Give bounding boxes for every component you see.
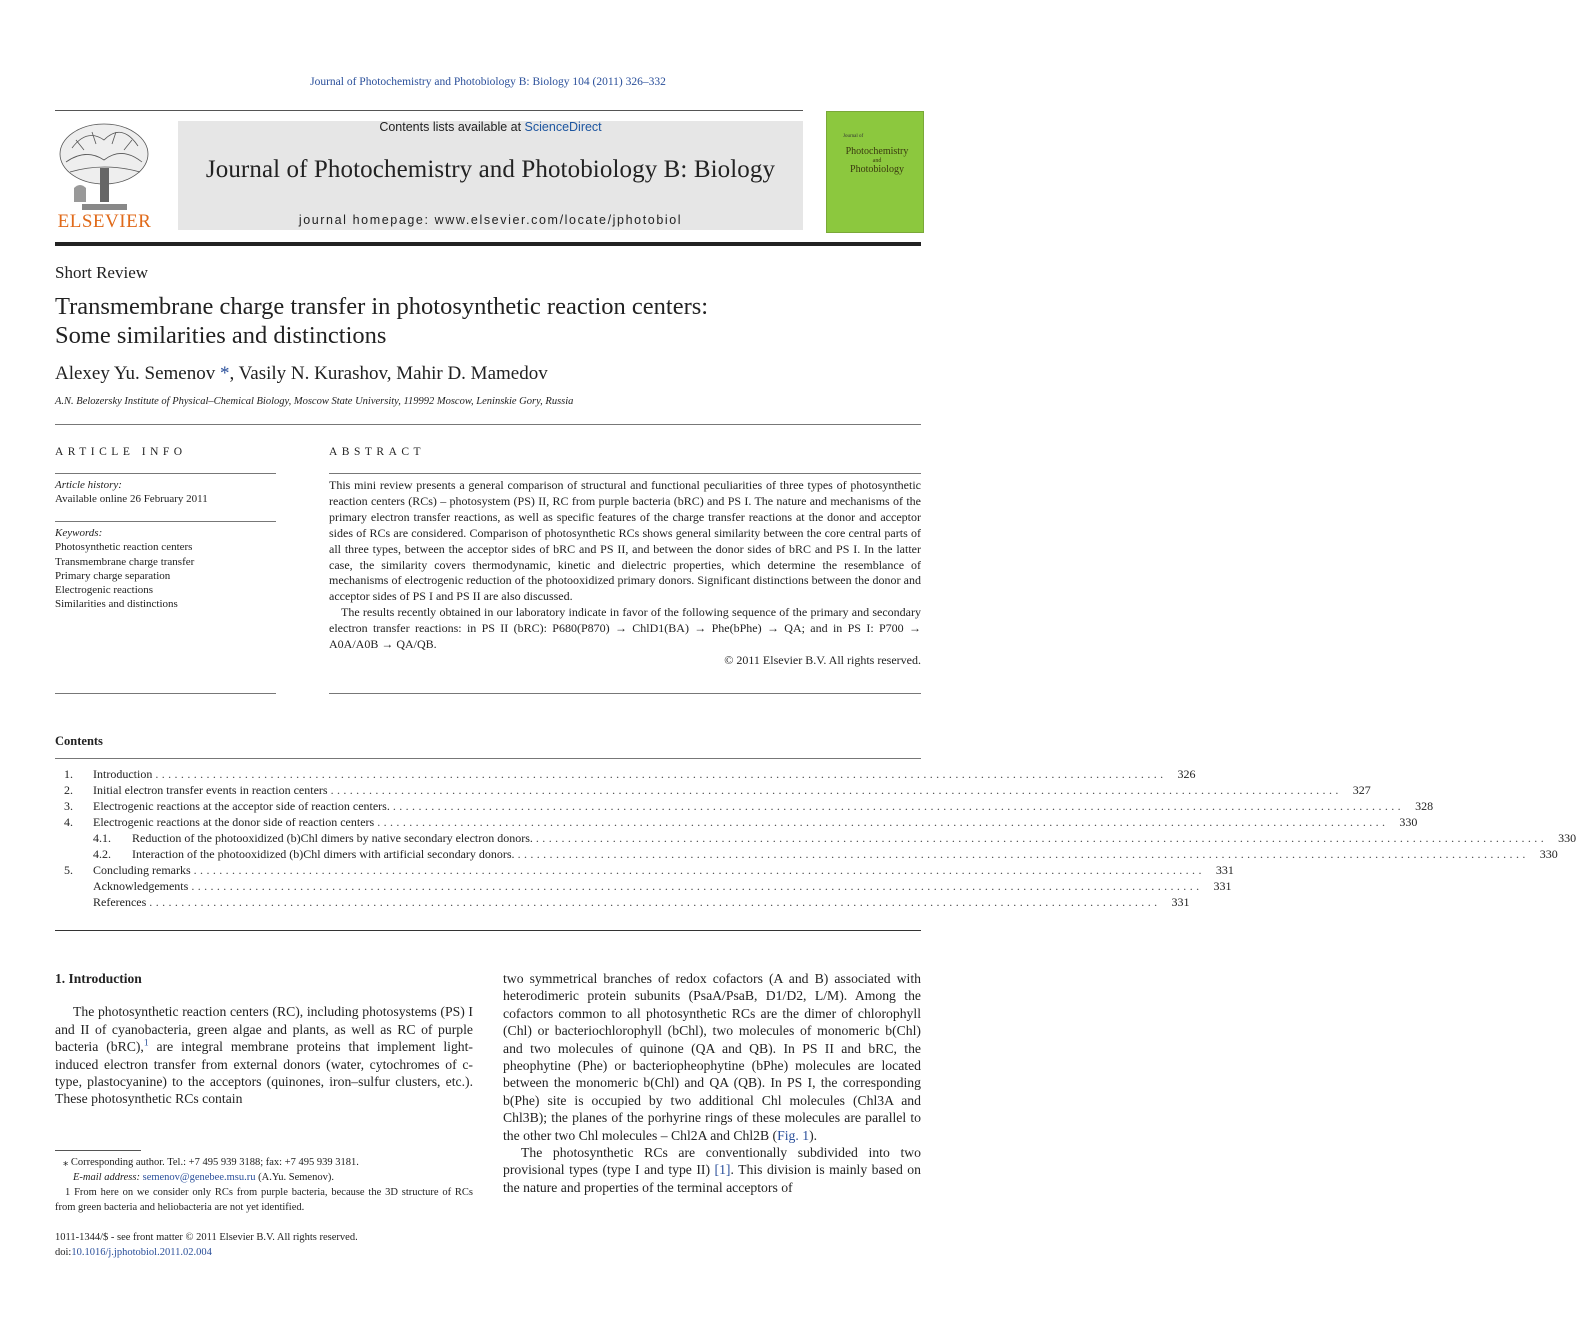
corresponding-author-note: ⁎ Corresponding author. Tel.: +7 495 939 3188; fax: +7 495 939 3181. [63, 1157, 359, 1168]
toc-item[interactable]: 1. Introduction .............................................................................................................................................................. 326 [64, 767, 1196, 781]
body-paragraph: two symmetrical branches of redox cofactors (A and B) associated with heterodimeric protein subunits (PsaA/PsaB, D1/D2, L/M). Among the cofactors common to all photosynthetic RCs are the dimer of chlorophyll (Chl) or bacteriochlorophyll (bChl), two molecules of monomeric b(Chl) and two molecules of quinone (QA and QB). In PS II and bRC, the pheophytine (Phe) or bacteriopheophytine (bPhe) molecules are located between the monomeric b(Chl) and QA (QB). In PS I, the corresponding b(Phe) site is occupied by two additional Chl molecules (Chl3A and Chl3B); the planes of the porhyrine rings of these molecules are parallel to the other two Chl molecules – Chl2A and Chl2B (Fig. 1). [503, 971, 921, 1143]
keyword: Similarities and distinctions [55, 598, 178, 611]
divider [55, 930, 921, 931]
abstract-paragraph-2: The results recently obtained in our laboratory indicate in favor of the following sequence of the primary and secondary electron transfer reactions: in PS II (bRC): P680(P870) → ChlD1(BA) → Phe(bPhe) → QA; and in PS I: P700 → A0A/A0B → QA/QB. [329, 605, 921, 652]
divider [55, 110, 803, 111]
article-type: Short Review [55, 263, 149, 282]
toc-item[interactable]: References .............................................................................................................................................................. 331 [93, 895, 1190, 909]
divider [55, 758, 921, 759]
keywords: Keywords: Photosynthetic reaction centers Transmembrane charge transfer Primary charge separation Electrogenic reactions Similarities and distinctions [55, 527, 195, 611]
contents-available: Contents lists available at ScienceDirect [379, 120, 602, 134]
toc-subitem[interactable]: 4.2. Interaction of the photooxidized (b)Chl dimers with artificial secondary donors. .............................................................................................................................................................. 330 [93, 847, 1558, 861]
table-of-contents [55, 766, 1576, 910]
body-column-right [503, 970, 921, 1196]
toc-item[interactable]: 3. Electrogenic reactions at the acceptor side of reaction centers. .............................................................................................................................................................. 328 [64, 799, 1434, 813]
footnote-divider [55, 1150, 141, 1151]
keyword: Photosynthetic reaction centers [55, 541, 193, 554]
divider [329, 693, 921, 694]
toc-item[interactable]: 2. Initial electron transfer events in reaction centers .............................................................................................................................................................. 327 [64, 783, 1371, 797]
corresponding-author-mark[interactable]: * [220, 363, 230, 384]
divider [55, 424, 921, 425]
toc-subitem[interactable]: 4.1. Reduction of the photooxidized (b)Chl dimers by native secondary electron donors. .............................................................................................................................................................. 330 [93, 831, 1576, 845]
divider [329, 473, 921, 474]
abstract-heading: ABSTRACT [329, 446, 426, 458]
section-heading: 1. Introduction [55, 971, 142, 986]
cover-title: Photochemistry and Photobiology [845, 146, 909, 175]
abstract-body [329, 478, 921, 669]
journal-cover-image[interactable]: Journal of Photochemistry and Photobiology [826, 111, 924, 233]
issn-doi: 1011-1344/$ - see front matter © 2011 Elsevier B.V. All rights reserved. doi:10.1016/j.jphotobiol.2011.02.004 [55, 1232, 358, 1258]
abstract-paragraph: This mini review presents a general comparison of structural and functional peculiarities of three types of photosynthetic reaction centers (RCs) – photosystem (PS) II, RC from purple bacteria (bRC) and PS I. The nature and mechanisms of the primary electron transfer reactions, as well as specific features of the charge transfer reactions at the donor and acceptor sides of RCs are considered. Comparison of photosynthetic RCs shows general similarity between the core central parts of all three types, between the acceptor sides of bRC and PS II, and between the donor sides of bRC and PS I. In the latter case, the similarity covers thermodynamic, kinetic and dielectric properties, which determine the resemblance of mechanisms of electrogenic reduction of the photooxidized primary donors. Significant distinctions between the donor and acceptor sides of PS I and PS II are also discussed. [329, 478, 921, 604]
article-history: Article history: Available online 26 February 2011 [55, 479, 208, 506]
journal-title: Journal of Photochemistry and Photobiology B: Biology [205, 156, 776, 183]
affiliation: A.N. Belozersky Institute of Physical–Chemical Biology, Moscow State University, 119992 Moscow, Leninskie Gory, Russia [55, 396, 574, 407]
header-divider [55, 242, 921, 246]
divider [55, 473, 276, 474]
article-info-heading: ARTICLE INFO [55, 446, 187, 458]
keyword: Transmembrane charge transfer [55, 555, 195, 568]
elsevier-wordmark[interactable]: ELSEVIER [57, 211, 152, 232]
footnote-ref[interactable]: 1 [143, 1037, 149, 1049]
body-paragraph: The photosynthetic RCs are conventionally subdivided into two provisional types (type I and type II) [1]. This division is mainly based on the nature and properties of the terminal acceptors of [503, 1145, 921, 1195]
copyright: © 2011 Elsevier B.V. All rights reserved. [724, 652, 921, 667]
figure-link[interactable]: Fig. 1 [777, 1127, 810, 1143]
journal-homepage[interactable]: journal homepage: www.elsevier.com/locate/jphotobiol [298, 213, 683, 227]
author-list: Alexey Yu. Semenov *, Vasily N. Kurashov, Mahir D. Mamedov [55, 363, 548, 384]
journal-reference[interactable]: Journal of Photochemistry and Photobiology B: Biology 104 (2011) 326–332 [310, 76, 666, 88]
sciencedirect-link[interactable]: ScienceDirect [524, 120, 602, 134]
toc-item[interactable]: 4. Electrogenic reactions at the donor side of reaction centers .............................................................................................................................................................. 330 [64, 815, 1418, 829]
article-title: Transmembrane charge transfer in photosynthetic reaction centers: Some similarities and distinctions [55, 293, 709, 349]
footnote-1: 1 From here on we consider only RCs from purple bacteria, because the 3D structure of RCs from green bacteria and heliobacteria are not yet identified. [55, 1187, 473, 1213]
contents-heading: Contents [55, 734, 103, 748]
keyword: Primary charge separation [55, 569, 171, 582]
body-column-left [55, 970, 473, 1108]
toc-item[interactable]: 5. Concluding remarks .............................................................................................................................................................. 331 [64, 863, 1234, 877]
email-link[interactable]: semenov@genebee.msu.ru [142, 1172, 256, 1183]
footnotes: ⁎ Corresponding author. Tel.: +7 495 939 3188; fax: +7 495 939 3181. E-mail address: semenov@genebee.msu.ru (A.Yu. Semenov). 1 From here on we consider only RCs from purple bacteria, because the 3D structure of RCs from green bacteria and heliobacteria are not yet identified. [55, 1157, 473, 1213]
body-paragraph: The photosynthetic reaction centers (RC), including photosystems (PS) I and II of cyanobacteria, green algae and plants, as well as RC of purple bacteria (bRC),$^1$ are integral membrane proteins that implement light-induced electron transfer from external donors (water, cytochromes of c-type, plastocyanine) to the acceptors (quinones, iron–sulfur clusters, etc.). These photosynthetic RCs contain [55, 1004, 473, 1107]
keyword: Electrogenic reactions [55, 584, 154, 597]
divider [55, 693, 276, 694]
citation-link[interactable]: [1] [714, 1162, 731, 1178]
divider [55, 521, 276, 522]
toc-item[interactable]: Acknowledgements .............................................................................................................................................................. 331 [93, 879, 1232, 893]
doi-link[interactable]: 10.1016/j.jphotobiol.2011.02.004 [71, 1247, 212, 1258]
